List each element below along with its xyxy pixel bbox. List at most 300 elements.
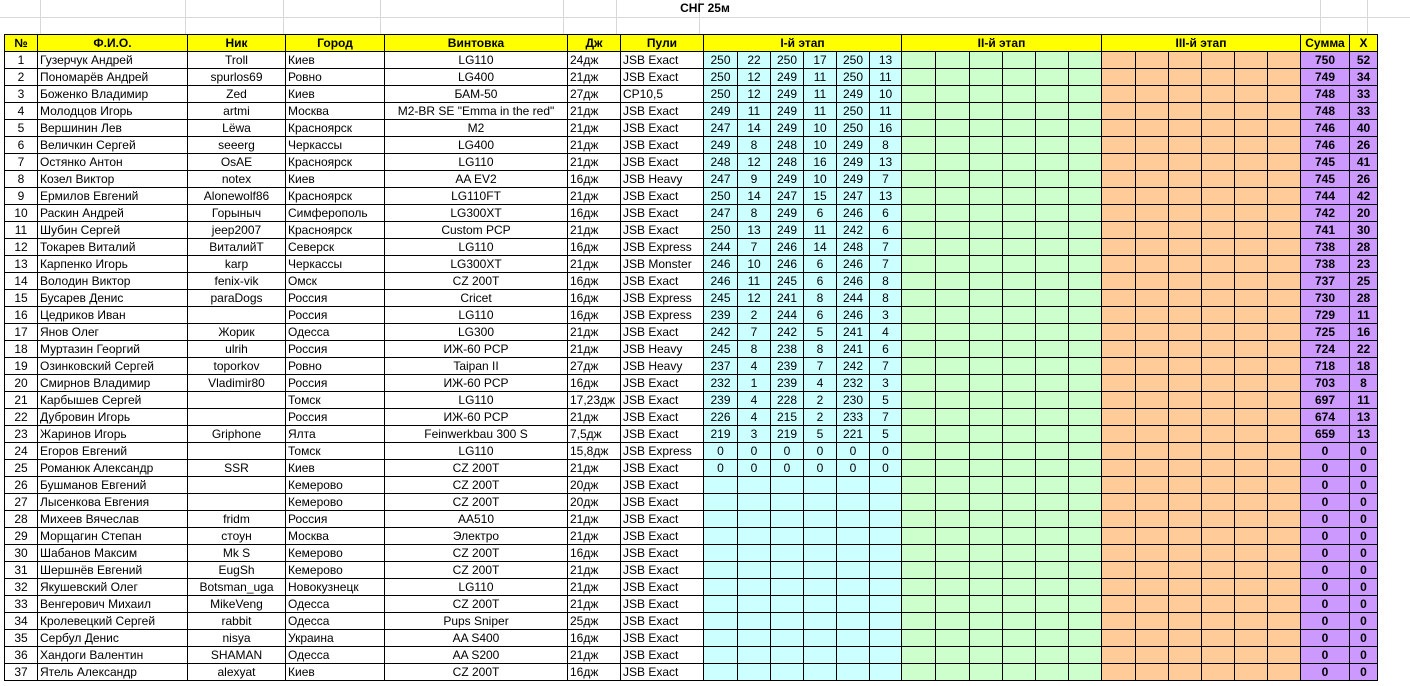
cell-stage2-score[interactable] — [1036, 171, 1069, 188]
cell-sum[interactable]: 0 — [1301, 477, 1350, 494]
cell-fio[interactable]: Величкин Сергей — [38, 137, 188, 154]
cell-stage3-score[interactable] — [1235, 426, 1268, 443]
cell-joules[interactable]: 27дж — [568, 358, 621, 375]
cell-stage2-score[interactable] — [902, 103, 936, 120]
cell-stage2-score[interactable] — [1036, 52, 1069, 69]
cell-stage3-score[interactable] — [1102, 256, 1136, 273]
cell-stage2-score[interactable] — [1036, 222, 1069, 239]
cell-stage1-score[interactable]: 221 — [837, 426, 870, 443]
cell-stage3-score[interactable] — [1102, 273, 1136, 290]
cell-stage3-score[interactable] — [1136, 613, 1169, 630]
cell-stage1-score[interactable]: 247 — [704, 120, 738, 137]
cell-stage1-score[interactable]: 241 — [837, 324, 870, 341]
cell-stage1-score[interactable]: 245 — [704, 290, 738, 307]
cell-x[interactable]: 0 — [1350, 647, 1378, 664]
cell-num[interactable]: 16 — [5, 307, 38, 324]
cell-stage3-score[interactable] — [1102, 154, 1136, 171]
cell-stage1-score[interactable]: 12 — [738, 154, 771, 171]
cell-nick[interactable]: jeep2007 — [188, 222, 286, 239]
cell-rifle[interactable]: CZ 200T — [385, 562, 568, 579]
cell-stage1-score[interactable]: 242 — [704, 324, 738, 341]
cell-nick[interactable]: Zed — [188, 86, 286, 103]
cell-stage3-score[interactable] — [1136, 256, 1169, 273]
cell-ammo[interactable]: JSB Exact — [621, 528, 704, 545]
cell-stage3-score[interactable] — [1235, 562, 1268, 579]
cell-stage2-score[interactable] — [902, 205, 936, 222]
cell-stage3-score[interactable] — [1268, 171, 1301, 188]
cell-stage3-score[interactable] — [1136, 392, 1169, 409]
cell-fio[interactable]: Шабанов Максим — [38, 545, 188, 562]
cell-stage3-score[interactable] — [1169, 86, 1202, 103]
cell-x[interactable]: 0 — [1350, 664, 1378, 681]
cell-nick[interactable]: ВиталийТ — [188, 239, 286, 256]
cell-city[interactable]: Северск — [286, 239, 385, 256]
cell-stage3-score[interactable] — [1268, 324, 1301, 341]
cell-stage3-score[interactable] — [1102, 103, 1136, 120]
cell-stage3-score[interactable] — [1202, 443, 1235, 460]
cell-stage3-score[interactable] — [1235, 647, 1268, 664]
cell-stage3-score[interactable] — [1169, 120, 1202, 137]
cell-stage2-score[interactable] — [936, 511, 970, 528]
cell-num[interactable]: 36 — [5, 647, 38, 664]
cell-stage2-score[interactable] — [902, 494, 936, 511]
cell-stage1-score[interactable]: 11 — [804, 222, 837, 239]
cell-x[interactable]: 26 — [1350, 171, 1378, 188]
cell-num[interactable]: 26 — [5, 477, 38, 494]
cell-stage3-score[interactable] — [1202, 69, 1235, 86]
cell-stage3-score[interactable] — [1169, 630, 1202, 647]
cell-city[interactable]: Омск — [286, 273, 385, 290]
cell-sum[interactable]: 738 — [1301, 256, 1350, 273]
cell-stage2-score[interactable] — [970, 511, 1003, 528]
cell-fio[interactable]: Раскин Андрей — [38, 205, 188, 222]
cell-stage1-score[interactable]: 250 — [704, 222, 738, 239]
cell-stage1-score[interactable]: 247 — [771, 188, 804, 205]
cell-stage1-score[interactable]: 3 — [870, 375, 902, 392]
cell-stage2-score[interactable] — [936, 647, 970, 664]
cell-stage3-score[interactable] — [1136, 545, 1169, 562]
cell-stage2-score[interactable] — [1069, 256, 1102, 273]
cell-stage3-score[interactable] — [1102, 494, 1136, 511]
cell-stage2-score[interactable] — [1003, 579, 1036, 596]
cell-stage1-score[interactable] — [837, 494, 870, 511]
cell-stage2-score[interactable] — [970, 171, 1003, 188]
cell-stage2-score[interactable] — [902, 511, 936, 528]
cell-stage2-score[interactable] — [1003, 358, 1036, 375]
cell-stage3-score[interactable] — [1102, 562, 1136, 579]
cell-stage2-score[interactable] — [902, 307, 936, 324]
cell-stage3-score[interactable] — [1169, 477, 1202, 494]
cell-stage3-score[interactable] — [1268, 52, 1301, 69]
cell-stage2-score[interactable] — [902, 358, 936, 375]
cell-ammo[interactable]: JSB Exact — [621, 409, 704, 426]
cell-stage1-score[interactable]: 244 — [837, 290, 870, 307]
cell-stage3-score[interactable] — [1202, 545, 1235, 562]
cell-rifle[interactable]: LG400 — [385, 69, 568, 86]
cell-stage3-score[interactable] — [1202, 324, 1235, 341]
cell-stage3-score[interactable] — [1169, 392, 1202, 409]
cell-stage3-score[interactable] — [1136, 239, 1169, 256]
cell-stage2-score[interactable] — [970, 579, 1003, 596]
cell-sum[interactable]: 718 — [1301, 358, 1350, 375]
cell-num[interactable]: 31 — [5, 562, 38, 579]
cell-stage2-score[interactable] — [1036, 443, 1069, 460]
cell-stage1-score[interactable]: 247 — [704, 205, 738, 222]
cell-ammo[interactable]: JSB Exact — [621, 545, 704, 562]
cell-nick[interactable]: seeerg — [188, 137, 286, 154]
cell-stage3-score[interactable] — [1202, 222, 1235, 239]
cell-stage2-score[interactable] — [902, 409, 936, 426]
cell-fio[interactable]: Муртазин Георгий — [38, 341, 188, 358]
cell-stage3-score[interactable] — [1169, 409, 1202, 426]
cell-stage2-score[interactable] — [1003, 273, 1036, 290]
cell-stage2-score[interactable] — [902, 188, 936, 205]
cell-stage3-score[interactable] — [1202, 511, 1235, 528]
cell-stage2-score[interactable] — [1069, 596, 1102, 613]
cell-stage3-score[interactable] — [1235, 256, 1268, 273]
cell-stage1-score[interactable] — [771, 630, 804, 647]
cell-stage2-score[interactable] — [1069, 630, 1102, 647]
cell-stage1-score[interactable]: 16 — [870, 120, 902, 137]
cell-stage2-score[interactable] — [1036, 579, 1069, 596]
cell-stage1-score[interactable]: 11 — [804, 86, 837, 103]
cell-fio[interactable]: Боженко Владимир — [38, 86, 188, 103]
cell-stage3-score[interactable] — [1169, 137, 1202, 154]
cell-stage3-score[interactable] — [1102, 324, 1136, 341]
cell-stage2-score[interactable] — [936, 630, 970, 647]
cell-stage3-score[interactable] — [1268, 341, 1301, 358]
cell-rifle[interactable]: LG110 — [385, 579, 568, 596]
cell-num[interactable]: 37 — [5, 664, 38, 681]
cell-joules[interactable]: 21дж — [568, 103, 621, 120]
cell-fio[interactable]: Карбышев Сергей — [38, 392, 188, 409]
cell-stage1-score[interactable]: 249 — [771, 222, 804, 239]
cell-stage1-score[interactable]: 249 — [771, 171, 804, 188]
cell-stage3-score[interactable] — [1268, 120, 1301, 137]
cell-stage3-score[interactable] — [1202, 86, 1235, 103]
cell-stage2-score[interactable] — [1069, 511, 1102, 528]
cell-num[interactable]: 28 — [5, 511, 38, 528]
cell-nick[interactable]: EugSh — [188, 562, 286, 579]
cell-ammo[interactable]: JSB Express — [621, 290, 704, 307]
cell-fio[interactable]: Молодцов Игорь — [38, 103, 188, 120]
cell-city[interactable]: Ялта — [286, 426, 385, 443]
cell-rifle[interactable]: M2-BR SE "Emma in the red" — [385, 103, 568, 120]
cell-rifle[interactable]: CZ 200T — [385, 494, 568, 511]
cell-stage1-score[interactable]: 14 — [804, 239, 837, 256]
cell-x[interactable]: 11 — [1350, 307, 1378, 324]
cell-stage2-score[interactable] — [970, 256, 1003, 273]
cell-stage1-score[interactable]: 0 — [870, 460, 902, 477]
cell-stage2-score[interactable] — [1003, 443, 1036, 460]
cell-stage3-score[interactable] — [1202, 647, 1235, 664]
cell-stage2-score[interactable] — [1003, 596, 1036, 613]
cell-stage3-score[interactable] — [1202, 664, 1235, 681]
cell-stage2-score[interactable] — [902, 154, 936, 171]
cell-rifle[interactable]: LG110 — [385, 154, 568, 171]
cell-fio[interactable]: Володин Виктор — [38, 273, 188, 290]
cell-stage2-score[interactable] — [936, 222, 970, 239]
cell-stage2-score[interactable] — [970, 477, 1003, 494]
cell-stage2-score[interactable] — [902, 528, 936, 545]
cell-stage3-score[interactable] — [1235, 460, 1268, 477]
cell-city[interactable]: Россия — [286, 375, 385, 392]
cell-joules[interactable]: 16дж — [568, 664, 621, 681]
cell-joules[interactable]: 20дж — [568, 494, 621, 511]
cell-x[interactable]: 22 — [1350, 341, 1378, 358]
cell-stage2-score[interactable] — [936, 120, 970, 137]
cell-stage2-score[interactable] — [1003, 375, 1036, 392]
cell-stage3-score[interactable] — [1235, 375, 1268, 392]
cell-stage2-score[interactable] — [902, 137, 936, 154]
cell-rifle[interactable]: Электро — [385, 528, 568, 545]
cell-stage3-score[interactable] — [1102, 137, 1136, 154]
cell-stage2-score[interactable] — [1003, 460, 1036, 477]
cell-stage1-score[interactable]: 0 — [771, 443, 804, 460]
cell-stage3-score[interactable] — [1268, 630, 1301, 647]
cell-joules[interactable]: 21дж — [568, 154, 621, 171]
cell-stage1-score[interactable] — [704, 647, 738, 664]
cell-stage2-score[interactable] — [1069, 341, 1102, 358]
cell-joules[interactable]: 16дж — [568, 171, 621, 188]
cell-stage2-score[interactable] — [1036, 324, 1069, 341]
cell-stage2-score[interactable] — [902, 239, 936, 256]
cell-stage1-score[interactable]: 11 — [870, 69, 902, 86]
cell-stage2-score[interactable] — [1003, 562, 1036, 579]
cell-stage1-score[interactable]: 232 — [704, 375, 738, 392]
cell-stage1-score[interactable]: 249 — [771, 205, 804, 222]
cell-stage3-score[interactable] — [1202, 205, 1235, 222]
cell-fio[interactable]: Шершнёв Евгений — [38, 562, 188, 579]
cell-ammo[interactable]: JSB Exact — [621, 222, 704, 239]
cell-stage1-score[interactable] — [870, 664, 902, 681]
cell-stage1-score[interactable]: 16 — [804, 154, 837, 171]
cell-fio[interactable]: Бусарев Денис — [38, 290, 188, 307]
cell-num[interactable]: 2 — [5, 69, 38, 86]
cell-city[interactable]: Симферополь — [286, 205, 385, 222]
cell-stage2-score[interactable] — [970, 52, 1003, 69]
cell-stage3-score[interactable] — [1102, 341, 1136, 358]
cell-sum[interactable]: 0 — [1301, 596, 1350, 613]
cell-stage3-score[interactable] — [1268, 596, 1301, 613]
cell-stage2-score[interactable] — [902, 256, 936, 273]
cell-stage2-score[interactable] — [902, 426, 936, 443]
cell-fio[interactable]: Венгерович Михаил — [38, 596, 188, 613]
cell-sum[interactable]: 674 — [1301, 409, 1350, 426]
cell-stage2-score[interactable] — [1036, 239, 1069, 256]
cell-x[interactable]: 33 — [1350, 103, 1378, 120]
cell-stage1-score[interactable] — [771, 562, 804, 579]
cell-stage2-score[interactable] — [1036, 596, 1069, 613]
cell-stage1-score[interactable]: 246 — [704, 273, 738, 290]
cell-stage2-score[interactable] — [1003, 52, 1036, 69]
cell-stage2-score[interactable] — [1069, 613, 1102, 630]
cell-stage2-score[interactable] — [970, 307, 1003, 324]
cell-num[interactable]: 8 — [5, 171, 38, 188]
cell-stage1-score[interactable]: 6 — [804, 307, 837, 324]
cell-joules[interactable]: 25дж — [568, 613, 621, 630]
cell-stage2-score[interactable] — [1036, 103, 1069, 120]
cell-stage2-score[interactable] — [970, 341, 1003, 358]
cell-stage1-score[interactable]: 248 — [771, 137, 804, 154]
cell-joules[interactable]: 16дж — [568, 630, 621, 647]
cell-stage3-score[interactable] — [1102, 239, 1136, 256]
cell-stage2-score[interactable] — [902, 290, 936, 307]
cell-stage3-score[interactable] — [1268, 392, 1301, 409]
cell-stage1-score[interactable]: 8 — [738, 205, 771, 222]
cell-stage3-score[interactable] — [1136, 171, 1169, 188]
cell-city[interactable]: Одесса — [286, 647, 385, 664]
cell-stage1-score[interactable]: 245 — [704, 341, 738, 358]
cell-ammo[interactable]: JSB Exact — [621, 103, 704, 120]
cell-stage1-score[interactable]: 6 — [870, 222, 902, 239]
cell-sum[interactable]: 724 — [1301, 341, 1350, 358]
cell-x[interactable]: 28 — [1350, 290, 1378, 307]
cell-stage3-score[interactable] — [1102, 171, 1136, 188]
cell-stage3-score[interactable] — [1102, 205, 1136, 222]
cell-stage1-score[interactable] — [804, 647, 837, 664]
cell-x[interactable]: 0 — [1350, 511, 1378, 528]
cell-nick[interactable]: alexyat — [188, 664, 286, 681]
cell-stage1-score[interactable]: 246 — [771, 239, 804, 256]
cell-stage2-score[interactable] — [970, 290, 1003, 307]
cell-stage2-score[interactable] — [970, 426, 1003, 443]
cell-city[interactable]: Кемерово — [286, 562, 385, 579]
cell-stage3-score[interactable] — [1202, 375, 1235, 392]
cell-fio[interactable]: Шубин Сергей — [38, 222, 188, 239]
cell-stage3-score[interactable] — [1202, 596, 1235, 613]
cell-nick[interactable]: стоун — [188, 528, 286, 545]
cell-stage2-score[interactable] — [902, 375, 936, 392]
cell-stage1-score[interactable] — [738, 664, 771, 681]
cell-stage1-score[interactable]: 233 — [837, 409, 870, 426]
cell-sum[interactable]: 0 — [1301, 630, 1350, 647]
cell-stage3-score[interactable] — [1202, 613, 1235, 630]
cell-stage2-score[interactable] — [1003, 290, 1036, 307]
cell-stage3-score[interactable] — [1268, 409, 1301, 426]
cell-stage3-score[interactable] — [1202, 52, 1235, 69]
cell-stage1-score[interactable] — [738, 562, 771, 579]
cell-nick[interactable]: MikeVeng — [188, 596, 286, 613]
cell-num[interactable]: 13 — [5, 256, 38, 273]
cell-stage2-score[interactable] — [936, 613, 970, 630]
cell-nick[interactable]: nisya — [188, 630, 286, 647]
cell-stage2-score[interactable] — [970, 494, 1003, 511]
cell-sum[interactable]: 0 — [1301, 613, 1350, 630]
cell-stage3-score[interactable] — [1169, 222, 1202, 239]
cell-stage2-score[interactable] — [936, 460, 970, 477]
header-nick[interactable]: Ник — [188, 35, 286, 52]
cell-rifle[interactable]: LG300XT — [385, 205, 568, 222]
cell-fio[interactable]: Михеев Вячеслав — [38, 511, 188, 528]
cell-nick[interactable]: artmi — [188, 103, 286, 120]
cell-stage1-score[interactable] — [771, 647, 804, 664]
cell-nick[interactable] — [188, 443, 286, 460]
cell-city[interactable]: Украина — [286, 630, 385, 647]
cell-stage1-score[interactable] — [804, 613, 837, 630]
cell-num[interactable]: 9 — [5, 188, 38, 205]
cell-num[interactable]: 14 — [5, 273, 38, 290]
cell-stage3-score[interactable] — [1202, 137, 1235, 154]
cell-stage3-score[interactable] — [1169, 52, 1202, 69]
cell-x[interactable]: 28 — [1350, 239, 1378, 256]
cell-stage1-score[interactable] — [738, 579, 771, 596]
cell-fio[interactable]: Остянко Антон — [38, 154, 188, 171]
cell-stage1-score[interactable]: 219 — [771, 426, 804, 443]
cell-stage3-score[interactable] — [1268, 222, 1301, 239]
cell-stage1-score[interactable]: 10 — [804, 120, 837, 137]
cell-stage1-score[interactable]: 239 — [771, 358, 804, 375]
cell-x[interactable]: 41 — [1350, 154, 1378, 171]
cell-stage3-score[interactable] — [1235, 613, 1268, 630]
cell-stage2-score[interactable] — [1069, 647, 1102, 664]
cell-stage2-score[interactable] — [1069, 579, 1102, 596]
cell-x[interactable]: 33 — [1350, 86, 1378, 103]
cell-stage2-score[interactable] — [936, 579, 970, 596]
cell-stage2-score[interactable] — [1036, 528, 1069, 545]
cell-stage2-score[interactable] — [1036, 69, 1069, 86]
cell-stage2-score[interactable] — [970, 409, 1003, 426]
cell-num[interactable]: 6 — [5, 137, 38, 154]
cell-stage2-score[interactable] — [936, 188, 970, 205]
cell-stage3-score[interactable] — [1136, 528, 1169, 545]
cell-stage2-score[interactable] — [936, 494, 970, 511]
cell-stage2-score[interactable] — [1003, 426, 1036, 443]
cell-city[interactable]: Кемерово — [286, 545, 385, 562]
cell-stage2-score[interactable] — [1069, 222, 1102, 239]
cell-num[interactable]: 17 — [5, 324, 38, 341]
cell-stage1-score[interactable]: 239 — [771, 375, 804, 392]
cell-stage2-score[interactable] — [1069, 120, 1102, 137]
cell-fio[interactable]: Бушманов Евгений — [38, 477, 188, 494]
cell-stage1-score[interactable]: 11 — [738, 273, 771, 290]
cell-stage1-score[interactable]: 4 — [738, 358, 771, 375]
cell-sum[interactable]: 741 — [1301, 222, 1350, 239]
cell-stage1-score[interactable] — [704, 630, 738, 647]
cell-stage2-score[interactable] — [970, 324, 1003, 341]
cell-rifle[interactable]: LG110FT — [385, 188, 568, 205]
cell-stage1-score[interactable]: 250 — [837, 120, 870, 137]
cell-stage1-score[interactable] — [870, 613, 902, 630]
cell-stage3-score[interactable] — [1268, 358, 1301, 375]
cell-ammo[interactable]: JSB Exact — [621, 120, 704, 137]
cell-stage1-score[interactable]: 250 — [704, 86, 738, 103]
cell-stage1-score[interactable] — [870, 528, 902, 545]
cell-stage1-score[interactable]: 250 — [837, 52, 870, 69]
cell-sum[interactable]: 746 — [1301, 137, 1350, 154]
cell-num[interactable]: 11 — [5, 222, 38, 239]
header-stage-1[interactable]: I-й этап — [704, 35, 902, 52]
cell-nick[interactable]: Lёwa — [188, 120, 286, 137]
cell-stage3-score[interactable] — [1202, 341, 1235, 358]
cell-stage2-score[interactable] — [902, 171, 936, 188]
cell-stage2-score[interactable] — [902, 69, 936, 86]
cell-stage1-score[interactable]: 0 — [870, 443, 902, 460]
cell-stage1-score[interactable] — [870, 511, 902, 528]
cell-stage1-score[interactable] — [704, 477, 738, 494]
cell-stage2-score[interactable] — [970, 613, 1003, 630]
cell-joules[interactable]: 24дж — [568, 52, 621, 69]
cell-stage2-score[interactable] — [1036, 205, 1069, 222]
cell-stage3-score[interactable] — [1268, 137, 1301, 154]
cell-stage1-score[interactable] — [870, 477, 902, 494]
cell-ammo[interactable]: JSB Exact — [621, 273, 704, 290]
cell-stage3-score[interactable] — [1202, 307, 1235, 324]
cell-stage3-score[interactable] — [1136, 205, 1169, 222]
cell-stage3-score[interactable] — [1169, 103, 1202, 120]
cell-rifle[interactable]: LG110 — [385, 239, 568, 256]
cell-stage3-score[interactable] — [1169, 545, 1202, 562]
